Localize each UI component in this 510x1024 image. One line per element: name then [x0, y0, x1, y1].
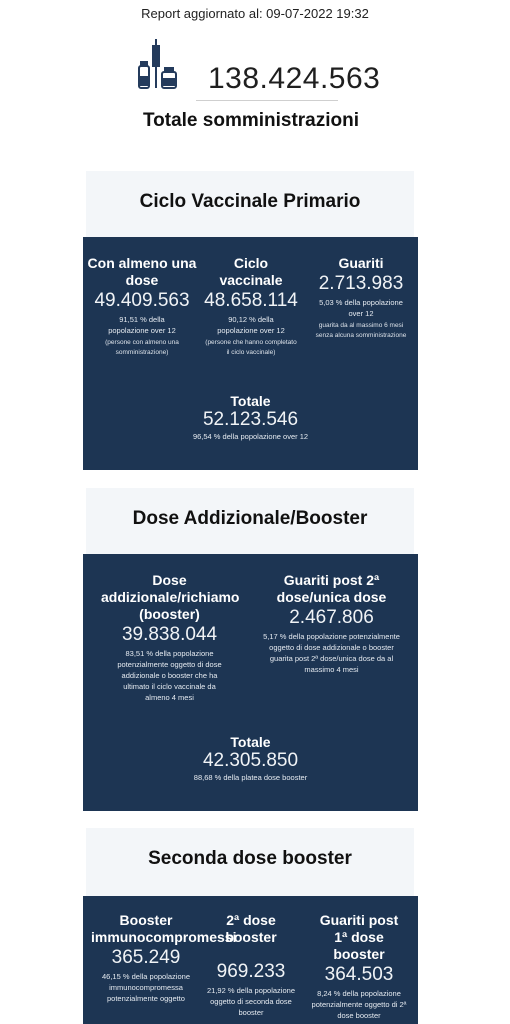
stat-2-dose-booster: 2ª dose booster 969.233 21,92 % della popolazione oggetto di seconda dose booster	[207, 912, 295, 1017]
stat-booster-immunocompromessi: Booster immunocompromessi 365.249 46,15 % della popolazione immunocompromessa potenzialmente oggetto	[91, 912, 237, 1003]
stat-totale-booster: Totale 42.305.850 88,68 % della platea dose booster	[193, 734, 308, 782]
stat-dose-addizionale: Dose addizionale/richiamo (booster) 39.838.044 83,51 % della popolazione potenzialmente oggetto di dose addizionale o booster che ha ultimato il ciclo vaccinale da almeno 4 mesi	[101, 572, 240, 702]
second-booster-panel	[83, 896, 418, 1024]
stat-ciclo-vaccinale: Ciclo vaccinale 48.658.114 90,12 % della popolazione over 12 (persone che hanno completato il ciclo vaccinale)	[204, 255, 298, 356]
section-primary-heading: Ciclo Vaccinale Primario	[86, 171, 414, 237]
stat-guariti-post-2-dose: Guariti post 2ª dose/unica dose 2.467.806 5,17 % della popolazione potenzialmente oggetto di dose addizionale o booster guarita post 2ª dose/unica dose da al massimo 4 mesi	[263, 572, 400, 674]
total-administrations-label: Totale somministrazioni	[142, 110, 360, 131]
stat-almeno-una-dose: Con almeno una dose 49.409.563 91,51 % della popolazione over 12 (persone con almeno una somministrazione)	[87, 255, 197, 356]
total-administrations-number: 138.424.563	[208, 62, 381, 95]
primary-panel	[83, 237, 418, 470]
section-second-booster-heading: Seconda dose booster	[86, 828, 414, 896]
total-divider	[196, 100, 338, 101]
report-date: Report aggiornato al: 09-07-2022 19:32	[141, 6, 369, 21]
vaccine-vials-icon	[136, 38, 180, 90]
section-booster-heading: Dose Addizionale/Booster	[86, 488, 414, 554]
booster-panel	[83, 554, 418, 811]
stat-guariti-post-1-booster: Guariti post 1ª dose booster 364.503 8,24 % della popolazione potenzialmente oggetto di 2ª dose booster	[311, 912, 407, 1020]
stat-totale-primary: Totale 52.123.546 96,54 % della popolazione over 12	[192, 393, 309, 441]
stat-guariti: Guariti 2.713.983 5,03 % della popolazione over 12 guarita da al massimo 6 mesi senza alcuna somministrazione	[315, 255, 407, 339]
